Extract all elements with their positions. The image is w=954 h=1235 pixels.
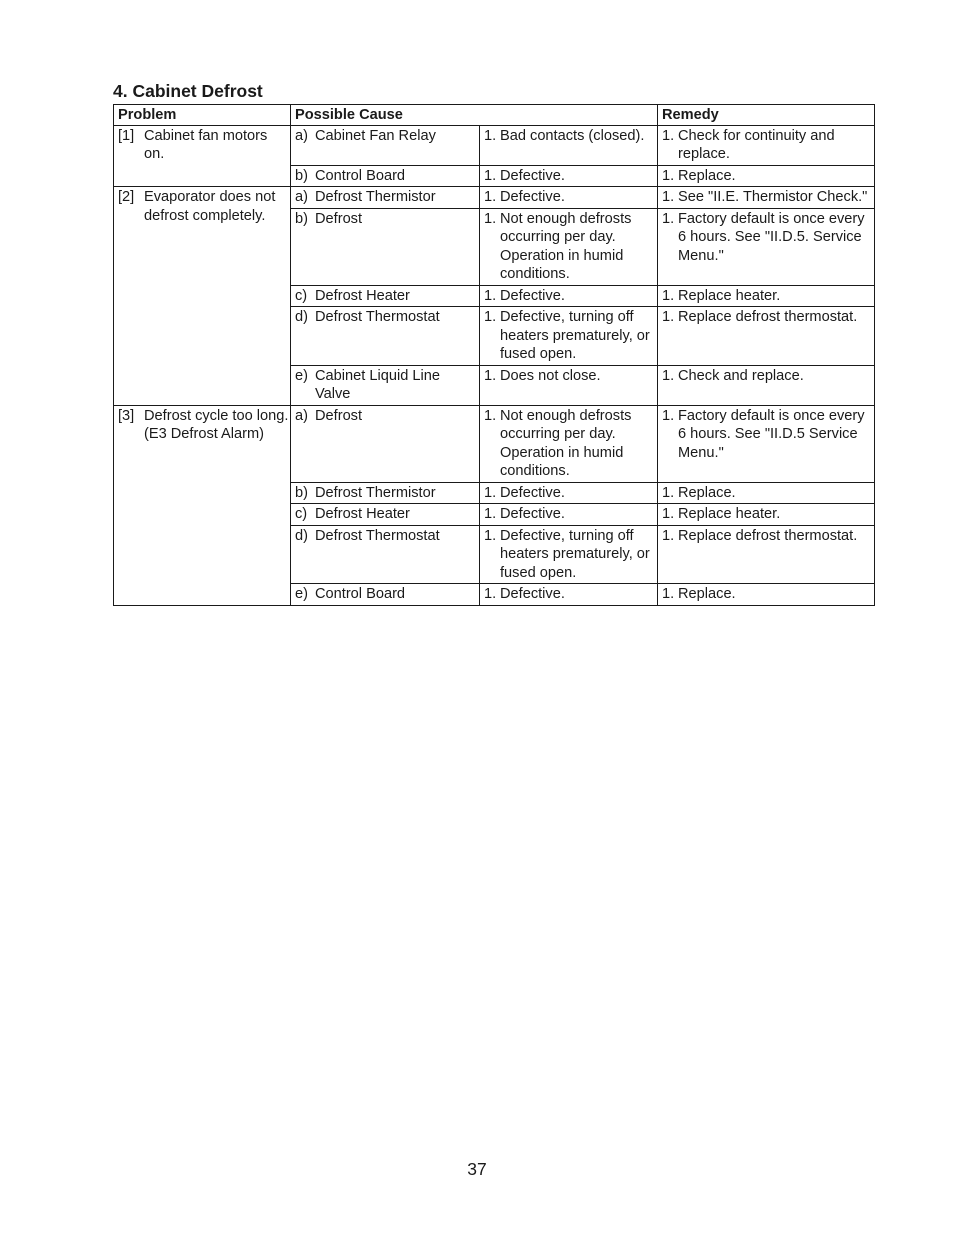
problem <box>118 188 289 225</box>
cause-detail-number: 1. <box>484 484 497 501</box>
cause-cell <box>291 584 480 606</box>
cause-detail <box>484 127 656 146</box>
cause-detail-cell <box>480 405 658 482</box>
remedy-text: Replace. <box>678 167 736 184</box>
cause-detail-text: Not enough defrosts occurring per day. Operation in humid conditions. <box>500 210 632 282</box>
remedy <box>662 505 873 524</box>
cause-number: b) <box>295 210 308 227</box>
remedy-number: 1. <box>662 210 675 227</box>
table-row <box>114 405 875 482</box>
remedy-cell <box>658 165 875 187</box>
remedy-text: Replace heater. <box>678 506 781 522</box>
problem-cell <box>114 187 291 406</box>
cause <box>295 210 478 229</box>
cause-detail-text: Bad contacts (closed). <box>500 127 645 144</box>
cause-cell <box>291 307 480 366</box>
cause-detail <box>484 407 656 481</box>
remedy-cell <box>658 365 875 405</box>
cause-detail-text: Defective, turning off heaters prematurely, or fused open. <box>500 309 650 362</box>
remedy-text: Replace defrost thermostat. <box>678 309 858 325</box>
cause <box>295 127 478 146</box>
cause-text: Defrost Thermistor <box>315 189 436 205</box>
remedy <box>662 585 873 604</box>
cause-detail-cell <box>480 165 658 187</box>
cause-cell <box>291 365 480 405</box>
remedy <box>662 287 873 306</box>
cause-detail-text: Defective. <box>500 506 565 522</box>
cause <box>295 527 478 546</box>
remedy-number: 1. <box>662 167 675 184</box>
remedy-text: Factory default is once every 6 hours. See "II.D.5 Service Menu." <box>678 407 865 461</box>
remedy-number: 1. <box>662 367 675 384</box>
cause-cell <box>291 208 480 285</box>
cause <box>295 585 478 604</box>
cause <box>295 367 478 404</box>
cause-text: Control Board <box>315 167 406 184</box>
cause-number: b) <box>295 484 308 501</box>
cause-cell <box>291 125 480 165</box>
cause-cell <box>291 285 480 307</box>
problem-number: [3] <box>118 407 135 424</box>
cause-cell <box>291 482 480 504</box>
problem-text: Defrost cycle too long. (E3 Defrost Alarm) <box>144 407 289 442</box>
cause <box>295 287 478 306</box>
cause-detail-text: Not enough defrosts occurring per day. Operation in humid conditions. <box>500 407 632 479</box>
cause-detail-number: 1. <box>484 506 497 522</box>
cause-detail-cell <box>480 125 658 165</box>
cause-detail-text: Defective, turning off heaters prematurely, or fused open. <box>500 527 650 581</box>
cause-detail <box>484 210 656 284</box>
page-number: 37 <box>467 1159 487 1179</box>
cause-detail-cell <box>480 504 658 526</box>
cause-detail-cell <box>480 285 658 307</box>
cause-detail-text: Defective. <box>500 167 565 184</box>
cause-text: Cabinet Liquid Line Valve <box>315 367 440 402</box>
cause-number: d) <box>295 309 308 325</box>
cause-cell <box>291 504 480 526</box>
cause-detail-cell <box>480 307 658 366</box>
cause <box>295 188 478 207</box>
section-title: 4. Cabinet Defrost <box>113 81 263 101</box>
cause-detail <box>484 527 656 583</box>
cause-number: a) <box>295 127 308 144</box>
cause-detail-number: 1. <box>484 189 497 205</box>
cause-text: Cabinet Fan Relay <box>315 127 436 144</box>
problem-cell <box>114 405 291 605</box>
problem-text: Evaporator does not defrost completely. <box>144 189 276 224</box>
cause-detail-number: 1. <box>484 127 497 144</box>
remedy <box>662 127 873 164</box>
cause-detail <box>484 585 656 604</box>
cause-number: e) <box>295 367 308 384</box>
cause-detail <box>484 308 656 364</box>
remedy <box>662 407 873 463</box>
cause-detail-number: 1. <box>484 367 497 384</box>
cause-detail <box>484 367 656 386</box>
remedy-cell <box>658 405 875 482</box>
cause-detail-number: 1. <box>484 586 497 602</box>
cause-detail-number: 1. <box>484 527 497 544</box>
table-row <box>114 125 875 165</box>
problem-cell <box>114 125 291 187</box>
problem <box>118 127 289 164</box>
cause <box>295 167 478 186</box>
header-problem: Problem <box>114 105 291 126</box>
cause-text: Defrost <box>315 407 363 424</box>
cause-text: Defrost Thermostat <box>315 527 440 544</box>
remedy-text: Replace. <box>678 484 736 501</box>
cause-number: d) <box>295 527 308 544</box>
remedy-cell <box>658 208 875 285</box>
cause-number: a) <box>295 189 308 205</box>
cause-detail-number: 1. <box>484 210 497 227</box>
cause-detail <box>484 287 656 306</box>
cause <box>295 505 478 524</box>
remedy <box>662 527 873 546</box>
cause-number: c) <box>295 287 308 304</box>
cause-text: Control Board <box>315 586 406 602</box>
remedy <box>662 210 873 266</box>
cause-cell <box>291 405 480 482</box>
remedy-text: Replace heater. <box>678 287 781 304</box>
remedy <box>662 308 873 327</box>
problem-number: [2] <box>118 189 135 205</box>
header-possible-cause: Possible Cause <box>291 105 658 126</box>
remedy-number: 1. <box>662 407 675 424</box>
remedy-cell <box>658 525 875 584</box>
cause-detail-cell <box>480 584 658 606</box>
remedy-cell <box>658 307 875 366</box>
cause-text: Defrost <box>315 210 363 227</box>
remedy-text: See "II.E. Thermistor Check." <box>678 189 868 205</box>
cause-cell <box>291 165 480 187</box>
cause-detail-text: Defective. <box>500 484 565 501</box>
cause-detail-text: Does not close. <box>500 367 601 384</box>
cause-number: c) <box>295 506 308 522</box>
remedy <box>662 367 873 386</box>
remedy-text: Replace defrost thermostat. <box>678 527 858 544</box>
cause-detail-number: 1. <box>484 287 497 304</box>
remedy <box>662 188 873 207</box>
remedy-number: 1. <box>662 127 675 144</box>
cause-detail-number: 1. <box>484 167 497 184</box>
cause-detail-cell <box>480 482 658 504</box>
cause <box>295 407 478 426</box>
cause-detail-number: 1. <box>484 407 497 424</box>
remedy-cell <box>658 482 875 504</box>
remedy <box>662 167 873 186</box>
cause-detail <box>484 505 656 524</box>
remedy-cell <box>658 584 875 606</box>
header-remedy: Remedy <box>658 105 875 126</box>
remedy-number: 1. <box>662 527 675 544</box>
remedy-cell <box>658 187 875 209</box>
remedy-number: 1. <box>662 586 675 602</box>
remedy-number: 1. <box>662 189 675 205</box>
table-row <box>114 187 875 209</box>
cause-cell <box>291 525 480 584</box>
cause-number: b) <box>295 167 308 184</box>
cause-detail-cell <box>480 187 658 209</box>
remedy-text: Replace. <box>678 586 736 602</box>
remedy-text: Check for continuity and replace. <box>678 127 835 162</box>
remedy-number: 1. <box>662 287 675 304</box>
cause <box>295 308 478 327</box>
cause-detail-cell <box>480 208 658 285</box>
remedy <box>662 484 873 503</box>
remedy-cell <box>658 285 875 307</box>
cause-detail-cell <box>480 525 658 584</box>
cause-number: a) <box>295 407 308 424</box>
cause-detail-number: 1. <box>484 309 497 325</box>
remedy-text: Factory default is once every 6 hours. See "II.D.5. Service Menu." <box>678 210 865 264</box>
table-body <box>114 125 875 605</box>
remedy-number: 1. <box>662 484 675 501</box>
remedy-number: 1. <box>662 309 675 325</box>
cause-detail-text: Defective. <box>500 189 565 205</box>
cause-detail-text: Defective. <box>500 586 565 602</box>
table-header-row <box>114 105 875 126</box>
problem <box>118 407 289 444</box>
remedy-number: 1. <box>662 506 675 522</box>
remedy-cell <box>658 504 875 526</box>
cause-text: Defrost Heater <box>315 506 410 522</box>
cause-detail <box>484 484 656 503</box>
cause <box>295 484 478 503</box>
problem-text: Cabinet fan motors on. <box>144 127 268 162</box>
remedy-cell <box>658 125 875 165</box>
cause-detail <box>484 167 656 186</box>
cause-text: Defrost Thermistor <box>315 484 436 501</box>
cause-detail-cell <box>480 365 658 405</box>
cause-cell <box>291 187 480 209</box>
troubleshooting-table <box>113 104 875 606</box>
cause-detail-text: Defective. <box>500 287 565 304</box>
cause-text: Defrost Heater <box>315 287 410 304</box>
remedy-text: Check and replace. <box>678 367 804 384</box>
cause-number: e) <box>295 586 308 602</box>
problem-number: [1] <box>118 127 135 144</box>
cause-detail <box>484 188 656 207</box>
cause-text: Defrost Thermostat <box>315 309 440 325</box>
